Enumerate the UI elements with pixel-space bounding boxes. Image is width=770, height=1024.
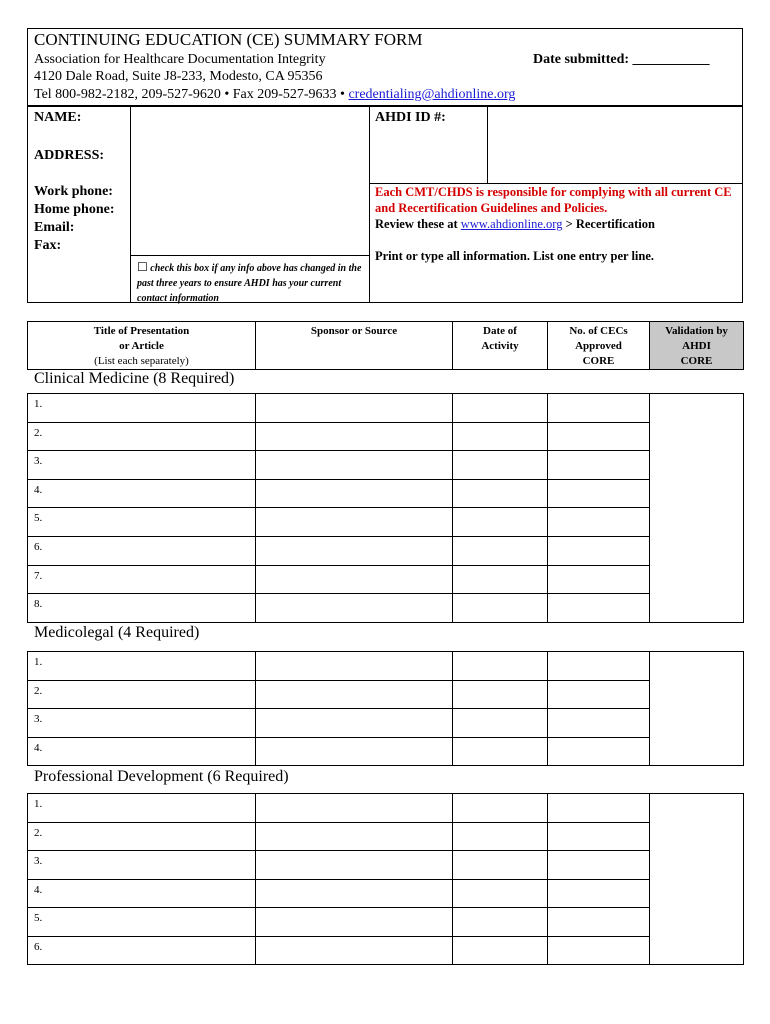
ahdi-id-field[interactable]	[488, 107, 742, 182]
cell-sponsor[interactable]	[256, 422, 453, 451]
home-phone-label: Home phone:	[34, 202, 115, 217]
cell-cecs[interactable]	[548, 709, 650, 738]
row-number: 4.	[34, 883, 43, 896]
cell-sponsor[interactable]	[256, 594, 453, 623]
row-number: 5.	[34, 512, 43, 525]
cell-sponsor[interactable]	[256, 879, 453, 908]
cell-validation	[650, 652, 744, 766]
cell-title[interactable]	[28, 680, 256, 709]
row-number: 2.	[34, 426, 43, 439]
cell-sponsor[interactable]	[256, 536, 453, 565]
cell-title[interactable]	[28, 737, 256, 766]
cell-date[interactable]	[453, 394, 548, 423]
cell-sponsor[interactable]	[256, 794, 453, 823]
checkbox-icon[interactable]: ☐	[137, 260, 148, 274]
cell-cecs[interactable]	[548, 936, 650, 965]
cell-title[interactable]	[28, 536, 256, 565]
cell-title[interactable]	[28, 936, 256, 965]
col-date: Date of Activity	[453, 322, 548, 370]
col-sponsor: Sponsor or Source	[256, 322, 453, 370]
table-row	[28, 709, 744, 738]
cell-cecs[interactable]	[548, 851, 650, 880]
row-number: 5.	[34, 912, 43, 924]
cell-cecs[interactable]	[548, 536, 650, 565]
cell-title[interactable]	[28, 908, 256, 937]
contact-change-checkbox-text: ☐ check this box if any info above has changed in the past three years to ensure AHDI has your current contact information	[137, 260, 362, 304]
cell-title[interactable]	[28, 851, 256, 880]
email-link[interactable]: credentialing@ahdionline.org	[348, 87, 516, 102]
col-title: Title of Presentation or Article (List each separately)	[28, 322, 256, 370]
cell-title[interactable]	[28, 709, 256, 738]
ahdi-id-label: AHDI ID #:	[375, 110, 446, 125]
form-title: CONTINUING EDUCATION (CE) SUMMARY FORM	[34, 30, 423, 49]
date-submitted-field[interactable]: Date submitted: ___________	[533, 52, 710, 67]
row-number: 6.	[34, 940, 43, 953]
cell-validation	[650, 794, 744, 965]
cell-cecs[interactable]	[548, 394, 650, 423]
table-row	[28, 565, 744, 594]
cell-date[interactable]	[453, 709, 548, 738]
cell-date[interactable]	[453, 879, 548, 908]
cell-sponsor[interactable]	[256, 652, 453, 681]
row-number: 1.	[34, 798, 43, 810]
cell-sponsor[interactable]	[256, 565, 453, 594]
cell-date[interactable]	[453, 936, 548, 965]
cell-cecs[interactable]	[548, 508, 650, 537]
cell-cecs[interactable]	[548, 737, 650, 766]
notice-red-text: Each CMT/CHDS is responsible for complying with all current CE and Recertification Guidelines and Policies.	[375, 185, 732, 215]
section-table	[27, 793, 744, 965]
org-contact	[34, 87, 515, 103]
guidelines-link[interactable]: www.ahdionline.org	[460, 217, 563, 231]
cell-sponsor[interactable]	[256, 508, 453, 537]
cell-sponsor[interactable]	[256, 709, 453, 738]
cell-date[interactable]	[453, 479, 548, 508]
cell-title[interactable]	[28, 479, 256, 508]
cell-cecs[interactable]	[548, 794, 650, 823]
column-header-table	[27, 321, 744, 370]
cell-date[interactable]	[453, 908, 548, 937]
cell-sponsor[interactable]	[256, 737, 453, 766]
row-number: 1.	[34, 398, 43, 410]
cell-title[interactable]	[28, 451, 256, 480]
name-label: NAME:	[34, 110, 82, 125]
cell-sponsor[interactable]	[256, 394, 453, 423]
table-row	[28, 508, 744, 537]
table-row	[28, 536, 744, 565]
cell-cecs[interactable]	[548, 451, 650, 480]
cell-date[interactable]	[453, 508, 548, 537]
cell-date[interactable]	[453, 680, 548, 709]
row-number: 3.	[34, 855, 43, 867]
cell-cecs[interactable]	[548, 908, 650, 937]
table-row	[28, 822, 744, 851]
row-number: 3.	[34, 713, 43, 725]
cell-cecs[interactable]	[548, 879, 650, 908]
table-row	[28, 594, 744, 623]
cell-title[interactable]	[28, 879, 256, 908]
cell-date[interactable]	[453, 594, 548, 623]
cell-title[interactable]	[28, 822, 256, 851]
cell-cecs[interactable]	[548, 422, 650, 451]
table-row	[28, 394, 744, 423]
table-row	[28, 851, 744, 880]
cell-title[interactable]	[28, 652, 256, 681]
table-row	[28, 737, 744, 766]
row-number: 4.	[34, 741, 43, 754]
cell-sponsor[interactable]	[256, 680, 453, 709]
address-label: ADDRESS:	[34, 148, 105, 163]
cell-cecs[interactable]	[548, 479, 650, 508]
col-cecs: No. of CECs Approved CORE	[548, 322, 650, 370]
table-row	[28, 936, 744, 965]
cell-date[interactable]	[453, 822, 548, 851]
org-name: Association for Healthcare Documentation Integrity	[34, 52, 326, 67]
cell-cecs[interactable]	[548, 565, 650, 594]
cell-title[interactable]	[28, 594, 256, 623]
cell-sponsor[interactable]	[256, 822, 453, 851]
cell-title[interactable]	[28, 394, 256, 423]
cell-sponsor[interactable]	[256, 451, 453, 480]
cell-date[interactable]	[453, 652, 548, 681]
row-number: 1.	[34, 656, 43, 668]
cell-title[interactable]	[28, 508, 256, 537]
print-instruction: Print or type all information. List one entry per line.	[375, 249, 655, 263]
section-title: Medicolegal (4 Required)	[34, 624, 200, 641]
cell-date[interactable]	[453, 451, 548, 480]
cell-cecs[interactable]	[548, 680, 650, 709]
row-number: 2.	[34, 826, 43, 839]
table-row	[28, 652, 744, 681]
table-row	[28, 680, 744, 709]
phone-fax: Tel 800-982-2182, 209-527-9620 • Fax 209-527-9633 •	[34, 87, 349, 102]
row-number: 4.	[34, 483, 43, 496]
fax-label: Fax:	[34, 238, 62, 253]
cell-date[interactable]	[453, 536, 548, 565]
table-row	[28, 422, 744, 451]
cell-validation	[650, 394, 744, 623]
cell-title[interactable]	[28, 565, 256, 594]
cell-date[interactable]	[453, 565, 548, 594]
cell-date[interactable]	[453, 851, 548, 880]
cell-sponsor[interactable]	[256, 851, 453, 880]
table-row	[28, 908, 744, 937]
cell-date[interactable]	[453, 737, 548, 766]
name-field[interactable]	[131, 107, 368, 147]
cell-date[interactable]	[453, 422, 548, 451]
compliance-notice: Each CMT/CHDS is responsible for complying with all current CE and Recertification Guidelines and Policies. Review these at www.ahdionline.org > Recertification	[375, 185, 732, 231]
row-number: 3.	[34, 455, 43, 468]
row-number: 7.	[34, 569, 43, 582]
email-label: Email:	[34, 220, 75, 235]
cell-sponsor[interactable]	[256, 936, 453, 965]
table-row	[28, 451, 744, 480]
row-number: 8.	[34, 598, 43, 611]
cell-sponsor[interactable]	[256, 479, 453, 508]
col-validation: Validation by AHDI CORE	[650, 322, 744, 370]
section-title: Clinical Medicine (8 Required)	[34, 370, 235, 387]
cell-title[interactable]	[28, 794, 256, 823]
row-number: 6.	[34, 540, 43, 553]
section-table	[27, 651, 744, 766]
cell-cecs[interactable]	[548, 822, 650, 851]
cell-sponsor[interactable]	[256, 908, 453, 937]
cell-title[interactable]	[28, 422, 256, 451]
section-table	[27, 393, 744, 623]
table-row	[28, 879, 744, 908]
table-row	[28, 479, 744, 508]
cell-date[interactable]	[453, 794, 548, 823]
section-title: Professional Development (6 Required)	[34, 768, 289, 785]
cell-cecs[interactable]	[548, 594, 650, 623]
cell-cecs[interactable]	[548, 652, 650, 681]
row-number: 2.	[34, 684, 43, 697]
table-row	[28, 794, 744, 823]
work-phone-label: Work phone:	[34, 184, 113, 199]
org-address: 4120 Dale Road, Suite J8-233, Modesto, CA 95356	[34, 69, 323, 84]
